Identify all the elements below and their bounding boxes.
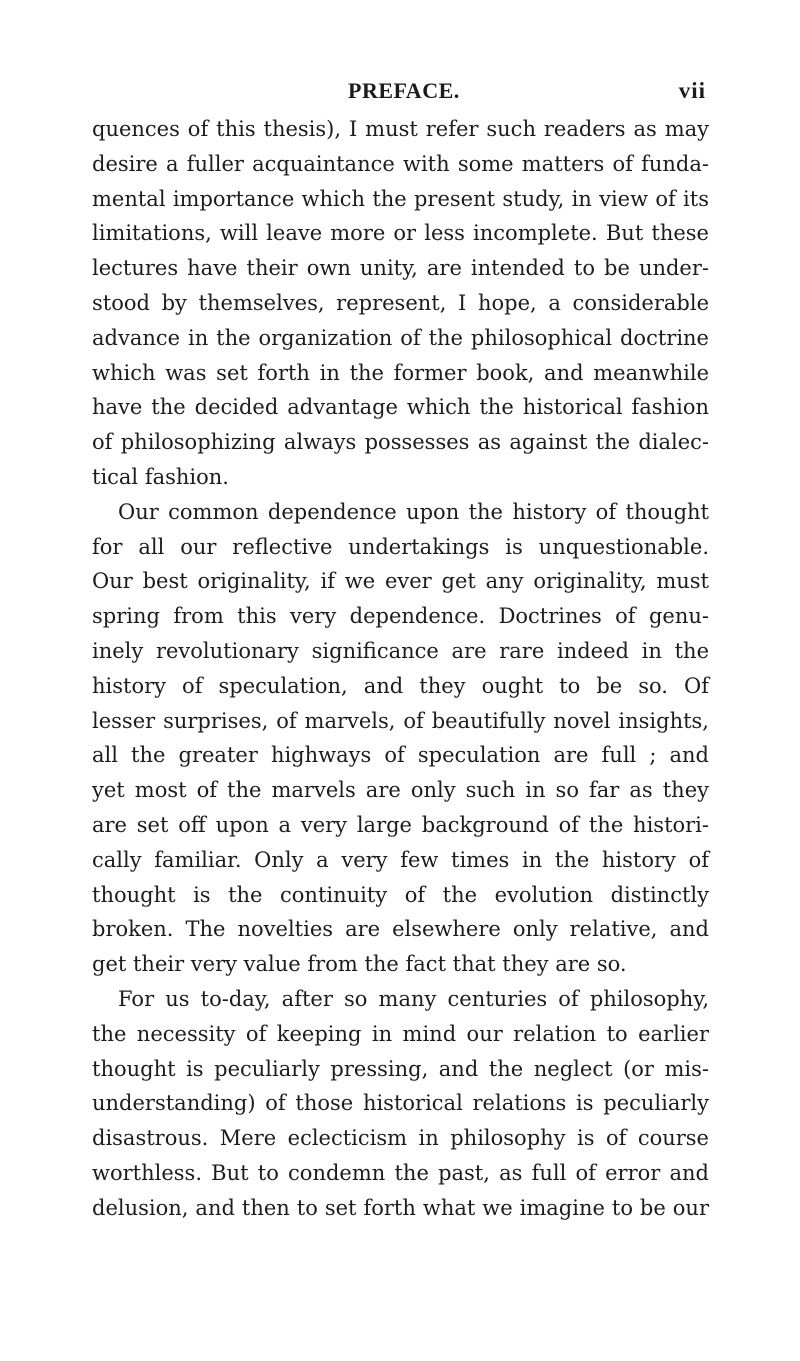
text-line: stood by themselves, represent, I hope, a considerable (92, 290, 709, 315)
text-line: get their very value from the fact that they are so. (92, 952, 627, 977)
text-line: tical fashion. (92, 464, 229, 489)
text-line: spring from this very dependence. Doctrines of genu- (92, 604, 709, 629)
text-line: are set off upon a very large background of the histori- (92, 812, 709, 837)
text-line: history of speculation, and they ought to be so. Of (92, 673, 709, 698)
text-line: thought is peculiarly pressing, and the neglect (or mis- (92, 1056, 709, 1081)
text-line: the necessity of keeping in mind our relation to earlier (92, 1021, 709, 1046)
text-line: which was set forth in the former book, and meanwhile (92, 360, 709, 385)
text-line: mental importance which the present study, in view of its (92, 186, 709, 211)
page-number: vii (678, 78, 706, 103)
text-line: thought is the continuity of the evolution distinctly (92, 882, 709, 907)
text-line: for all our reflective undertakings is unquestionable. (92, 534, 709, 559)
text-line: disastrous. Mere eclecticism in philosophy is of course (92, 1126, 709, 1151)
text-line: cally familiar. Only a very few times in the history of (92, 847, 709, 872)
text-line: Our best originality, if we ever get any originality, must (92, 569, 709, 594)
text-line: worthless. But to condemn the past, as full of error and (92, 1160, 709, 1185)
paragraph-start-line: Our common dependence upon the history of thought (118, 499, 709, 524)
text-line: understanding) of those historical relations is peculiarly (92, 1091, 709, 1116)
paragraph-start-line: For us to-day, after so many centuries of philosophy, (118, 986, 709, 1011)
text-line: desire a fuller acquaintance with some matters of funda- (92, 151, 709, 176)
text-line: have the decided advantage which the historical fashion (92, 395, 709, 420)
text-line: all the greater highways of speculation are full ; and (92, 743, 709, 768)
text-line: yet most of the marvels are only such in so far as they (92, 778, 709, 803)
text-line: quences of this thesis), I must refer such readers as may (92, 117, 709, 141)
page-header (90, 78, 710, 108)
body-text (92, 112, 709, 1226)
text-line: advance in the organization of the philosophical doctrine (92, 325, 709, 350)
text-line: limitations, will leave more or less incomplete. But these (92, 221, 709, 246)
text-line: lesser surprises, of marvels, of beautifully novel insights, (92, 708, 709, 733)
text-line: broken. The novelties are elsewhere only relative, and (92, 917, 709, 942)
text-line: inely revolutionary significance are rare indeed in the (92, 638, 709, 663)
text-line: delusion, and then to set forth what we imagine to be our (92, 1195, 709, 1220)
text-line: lectures have their own unity, are intended to be under- (92, 256, 709, 281)
text-line: of philosophizing always possesses as against the dialec- (92, 430, 709, 455)
running-head: PREFACE. (348, 78, 460, 103)
